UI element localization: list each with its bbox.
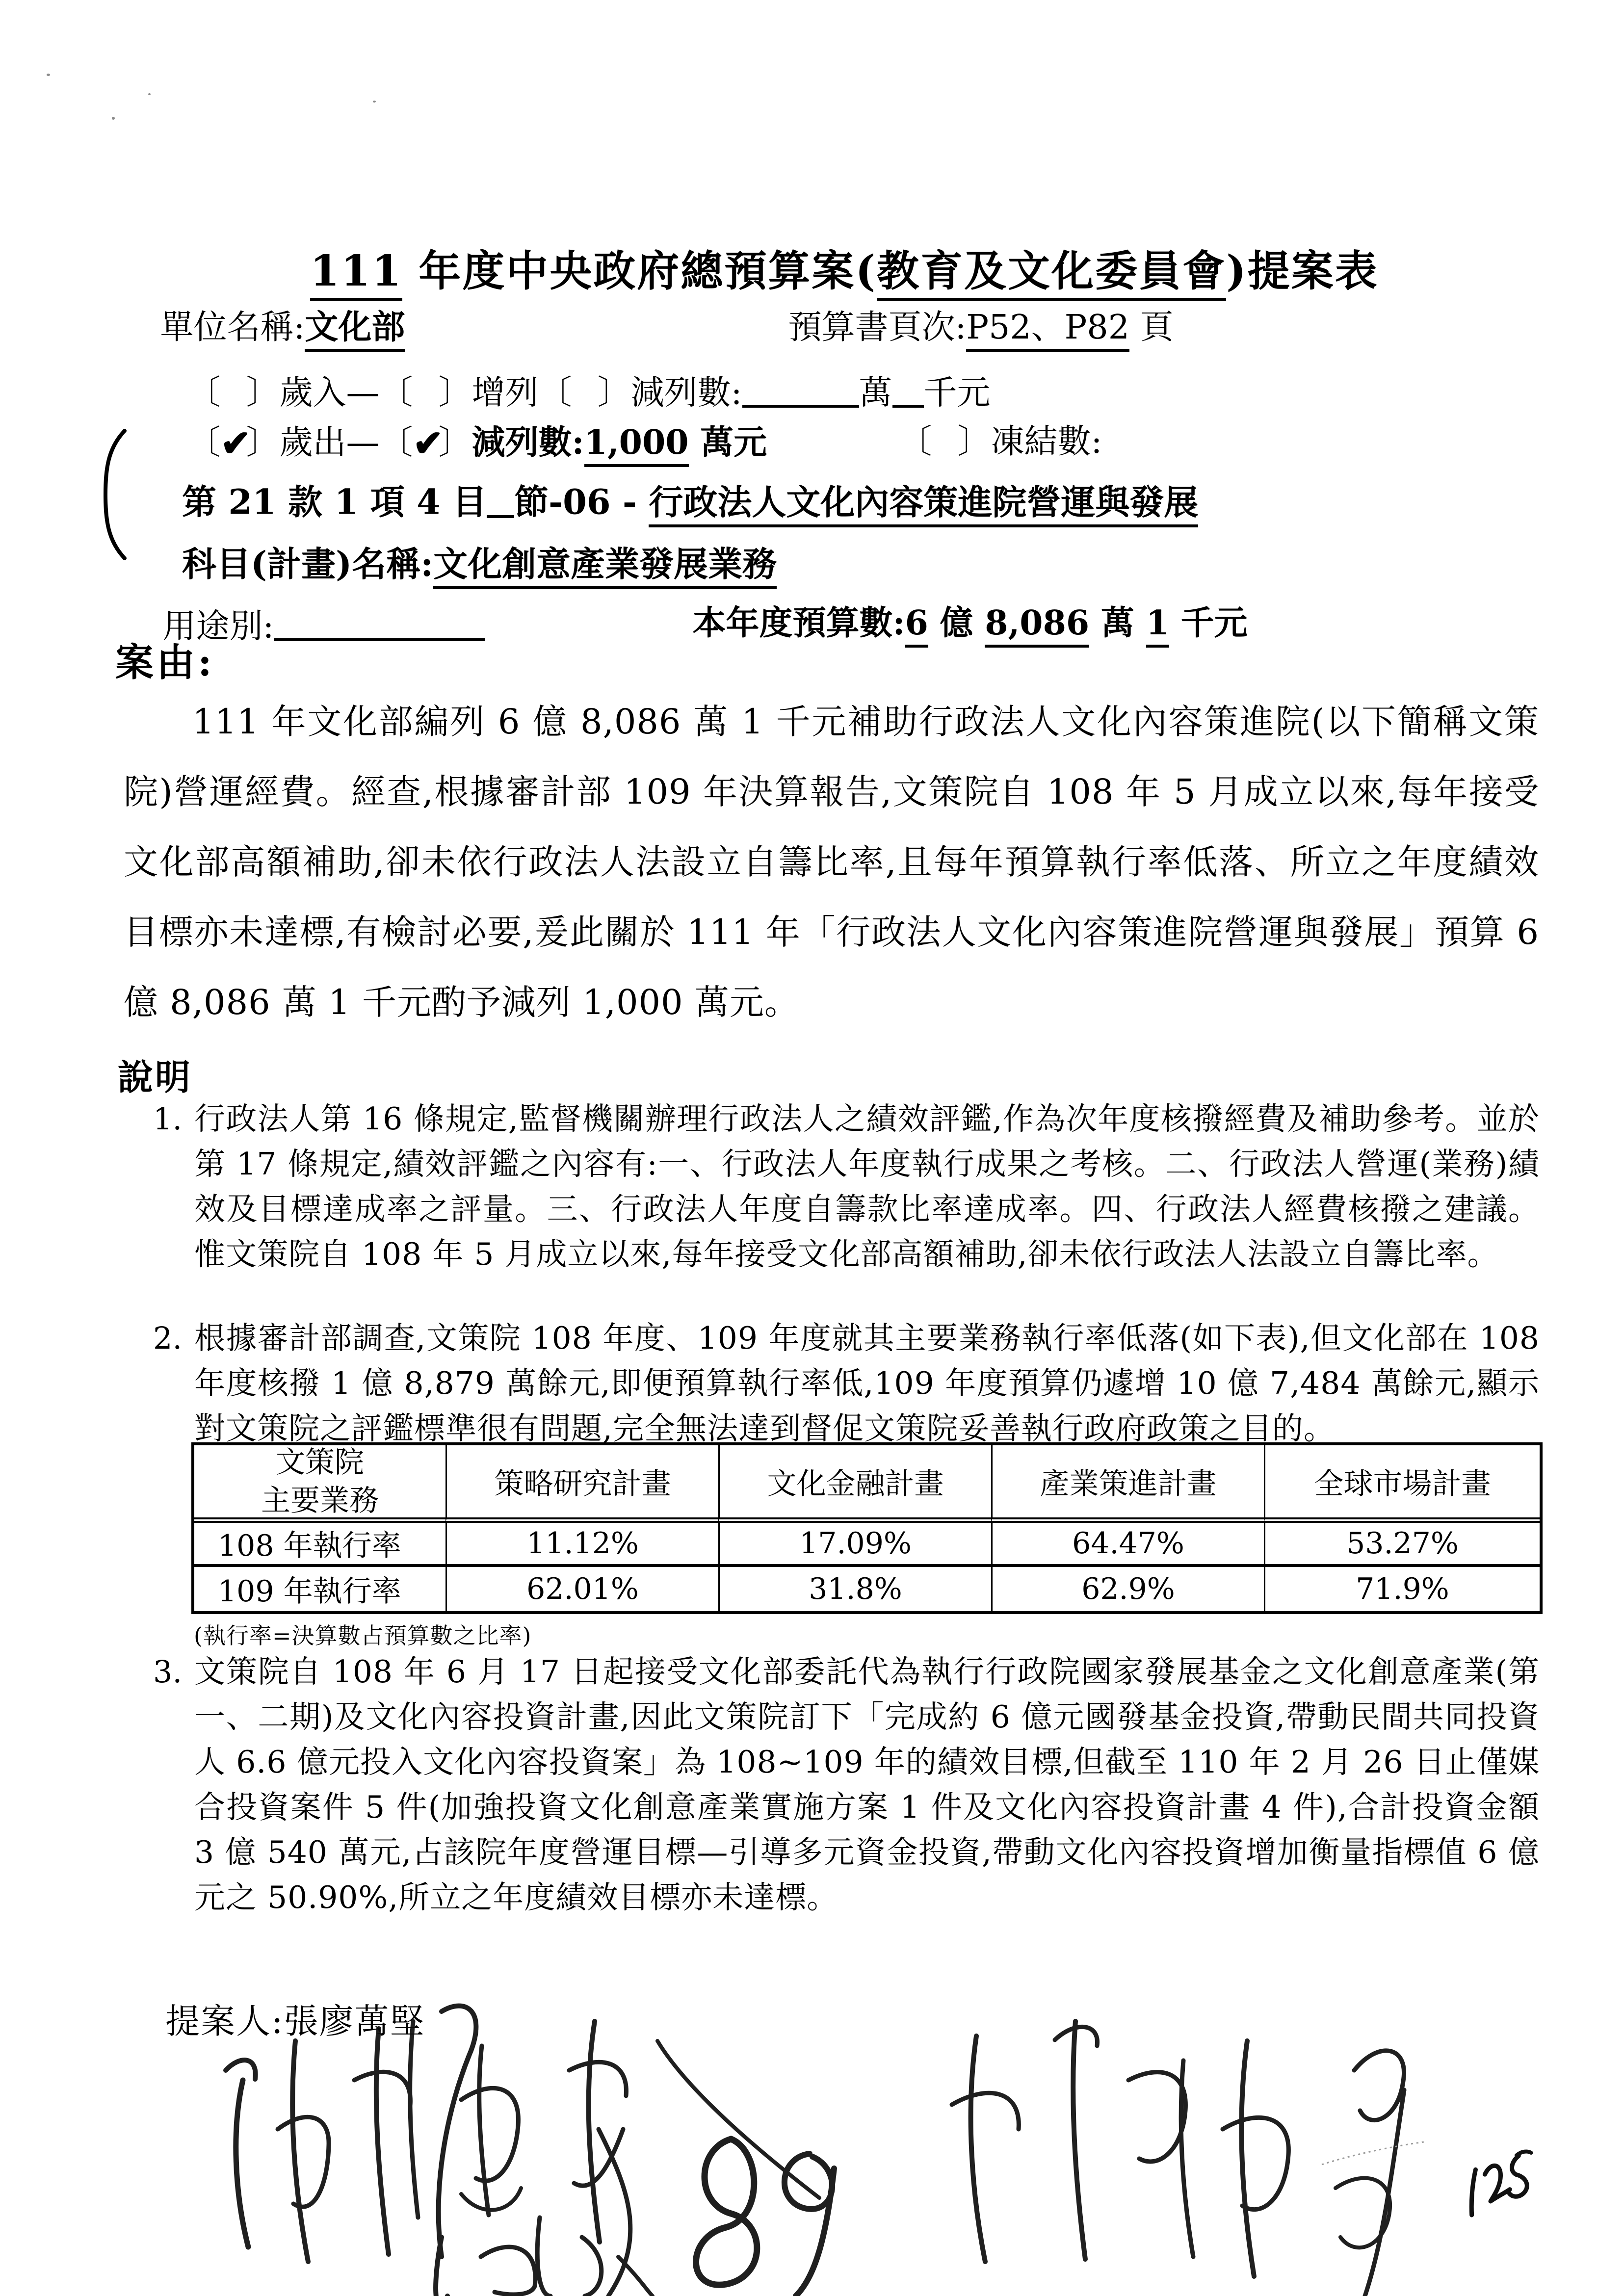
year-budget-v1: 6 <box>905 603 928 648</box>
budget-pages-label: 預算書頁次: <box>788 308 967 347</box>
group-bracket <box>98 428 129 561</box>
table-header-col: 文化金融計畫 <box>718 1445 991 1523</box>
scan-speck <box>112 117 115 120</box>
table-row-label: 109 年執行率 <box>218 1574 401 1609</box>
execution-rate-table <box>191 1442 1543 1614</box>
expense-label: 歲出— <box>279 423 380 462</box>
table-cell: 62.01% <box>445 1567 718 1611</box>
handwritten-page-number <box>1444 2139 1553 2237</box>
scan-speck <box>148 93 151 95</box>
explain-item-2 <box>153 1316 1540 1451</box>
usage-label: 用途別: <box>162 606 274 646</box>
table-header-business <box>194 1445 445 1523</box>
subject-label: 科目(計畫)名稱: <box>182 544 434 584</box>
table-header-col: 策略研究計畫 <box>445 1445 718 1523</box>
year-budget-v3: 1 <box>1146 603 1169 648</box>
table-footnote: (執行率=決算數占預算數之比率) <box>194 1622 532 1649</box>
year-budget-u1: 億 <box>928 603 985 643</box>
bracket-close: 〕 <box>438 373 472 412</box>
title-committee: 教育及文化委員會 <box>877 246 1226 301</box>
header-line2: 主要業務 <box>261 1483 379 1518</box>
header-line1: 文策院 <box>276 1445 364 1480</box>
case-body: 111 年文化部編列 6 億 8,086 萬 1 千元補助行政法人文化內容策進院(以下簡稱文策院)營運經費。經查,根據審計部 109 年決算報告,文策院自 108 年 5 月成立以來,每年接受文化部高額補助,卻未依行政法人法設立自籌比率,且每年預算執行率低落、所立之年度績效目標亦未達標,有檢討必要,爰此關於 111 年「行政法人文化內容策進院營運與發展」預算 6 億 8,086 萬 1 千元酌予減列 1,000 萬元。 <box>124 702 1540 1022</box>
cut-amount-value: 1,000 <box>584 423 689 467</box>
explain-heading: 說明 <box>118 1056 193 1098</box>
table-cell: 64.47% <box>991 1523 1264 1567</box>
proposer-label: 提案人: <box>165 2001 284 2041</box>
cut-amount-label: 減列數: <box>471 422 584 462</box>
checkmark-icon: ✔ <box>220 422 251 465</box>
table-cell: 62.9% <box>991 1567 1264 1611</box>
year-budget-row <box>650 563 1248 683</box>
table-cell: 11.12% <box>445 1523 718 1567</box>
budget-item-name: 行政法人文化內容策進院營運與發展 <box>649 482 1198 527</box>
item-number: 3. <box>153 1654 183 1690</box>
bracket-open: 〔 <box>898 422 932 461</box>
decrease-amount-label: 減列數: <box>630 373 742 412</box>
table-cell: 53.27% <box>1264 1523 1540 1567</box>
bracket-close: 〕 <box>597 373 631 412</box>
bracket-close: 〕 <box>246 373 280 412</box>
year-budget-v2: 8,086 <box>985 603 1089 648</box>
bracket-close: 〕 <box>957 422 991 461</box>
qian-unit: 千元 <box>923 373 991 412</box>
proposer-name: 張廖萬堅 <box>284 2001 425 2041</box>
scan-speck <box>373 101 376 103</box>
bracket-open: 〔 <box>379 423 413 462</box>
item-text: 根據審計部調查,文策院 108 年度、109 年度就其主要業務執行率低落(如下表),但文化部在 108 年度核撥 1 億 8,879 萬餘元,即便預算執行率低,109 年度預算仍遽增 10 億 7,484 萬餘元,顯示對文策院之評鑑標準很有問題,完全無法達到督促文策院妥善執行政府政策之目的。 <box>194 1320 1540 1446</box>
item-text: 行政法人第 16 條規定,監督機關辦理行政法人之績效評鑑,作為次年度核撥經費及補助參考。並於第 17 條規定,績效評鑑之內容有:一、行政法人年度執行成果之考核。二、行政法人營運(業務)績效及目標達成率之評量。三、行政法人年度自籌款比率達成率。四、行政法人經費核撥之建議。惟文策院自 108 年 5 月成立以來,每年接受文化部高額補助,卻未依行政法人法設立自籌比率。 <box>194 1101 1540 1272</box>
unit-value: 文化部 <box>305 308 405 352</box>
pen-scratch-mark <box>1320 2139 1428 2168</box>
handwritten-signatures-ink <box>167 1982 1452 2296</box>
table-cell: 71.9% <box>1264 1567 1540 1611</box>
year-budget-label: 本年度預算數: <box>692 603 905 643</box>
revenue-label: 歲入— <box>279 373 380 412</box>
table-cell: 17.09% <box>718 1523 991 1567</box>
budget-code-prefix: 第 21 款 1 項 4 目 <box>182 481 487 522</box>
item-text: 文策院自 108 年 6 月 17 日起接受文化部委託代為執行行政院國家發展基金之文化創意產業(第一、二期)及文化內容投資計畫,因此文策院訂下「完成約 6 億元國發基金投資,帶動民間共同投資人 6.6 億元投入文化內容投資案」為 108~109 年的績效目標,但截至 110 年 2 月 26 日止僅媒合投資案件 5 件(加強投資文化創意產業實施方案 1 件及文化內容投資計畫 4 件),合計投資金額 3 億 540 萬元,占該院年度營運目標—引導多元資金投資,帶動文化內容投資增加衡量指標值 6 億元之 50.90%,所立之年度績效目標亦未達標。 <box>194 1654 1540 1915</box>
unit-label: 單位名稱: <box>160 308 305 347</box>
explain-item-3 <box>153 1649 1540 1920</box>
bracket-open: 〔 <box>187 373 221 412</box>
checkmark-icon: ✔ <box>413 422 444 465</box>
increase-label: 增列 <box>471 373 539 412</box>
item-number: 1. <box>153 1101 183 1137</box>
bracket-open: 〔 <box>187 423 221 462</box>
table-header-col: 全球市場計畫 <box>1264 1445 1540 1523</box>
year-budget-u2: 萬 <box>1089 603 1146 643</box>
table-cell: 31.8% <box>718 1567 991 1611</box>
title-year: 111 <box>310 246 403 301</box>
cut-amount-unit: 萬元 <box>688 422 767 462</box>
subject-value: 文化創意產業發展業務 <box>433 544 777 589</box>
title-mid: 年度中央政府總預算案( <box>402 246 877 296</box>
year-budget-u3: 千元 <box>1169 603 1248 643</box>
item-number: 2. <box>153 1320 183 1356</box>
bracket-open: 〔 <box>538 373 572 412</box>
title-tail: )提案表 <box>1226 246 1379 296</box>
bracket-close: 〕 <box>246 423 280 462</box>
explain-item-1 <box>153 1096 1540 1277</box>
table-row-label: 108 年執行率 <box>194 1523 445 1567</box>
bracket-open: 〔 <box>379 373 413 412</box>
budget-pages-value: P52、P82 <box>966 308 1129 352</box>
wan-unit: 萬 <box>859 373 892 412</box>
budget-code-section: 節-06 - <box>514 481 649 522</box>
case-heading: 案由: <box>115 640 215 685</box>
bracket-close: 〕 <box>438 423 472 462</box>
scan-speck <box>47 74 50 76</box>
usage-blank-line <box>274 603 485 641</box>
table-header-col: 產業策進計畫 <box>991 1445 1264 1523</box>
budget-pages-suffix: 頁 <box>1129 308 1174 347</box>
freeze-label: 凍結數: <box>991 422 1102 461</box>
